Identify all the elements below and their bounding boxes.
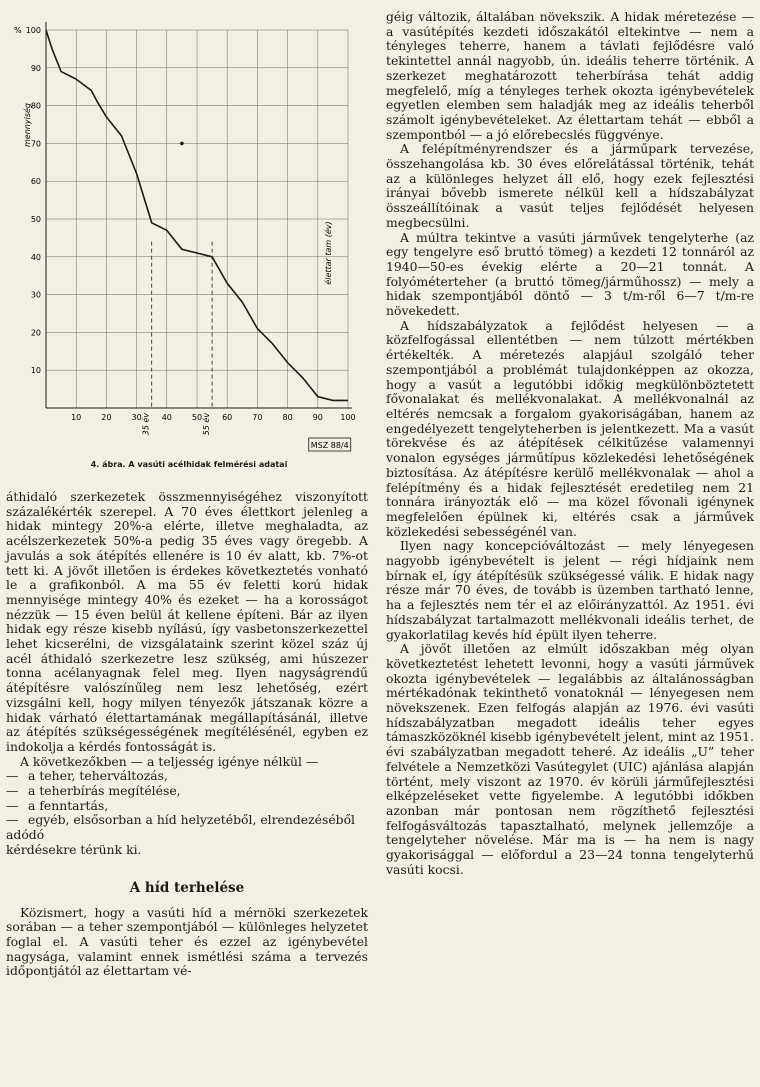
section-heading: A híd terhelése bbox=[129, 879, 245, 896]
right-paragraph-1: géig változik, általában növekszik. A hidak méretezése — a vasútépítés kezdeti időszakától eltekintve — nem a tényleges teherre, hanem a távlati fejlődésre való tekintettel annál nagyobb, ún. ideális teherre történik. A szerkezet meghatározott teherbírása tehát addig megfelelő, míg a tényleges terhek okozta igénybevételek egyetlen elemben sem haladják meg az ideális teherből számolt igénybevételeket. Az élettartam tehát — ebből a szempontból — a jó előrebecslés függvénye. bbox=[386, 9, 754, 142]
right-paragraph-6: A jövőt illetően az elmúlt időszakban még olyan következtetést lehetett levonni, hogy a vasúti járművek okozta igénybevételek — legalábbis az általánosságban mértékadónak tekinthető vonatoknál — lényegesen nem növekszenek. Ezen felfogás alapján az 1976. évi vasúti hídszabályzatban megadott ideális teher egyes támaszközöknél kisebb igénybevételt jelent, mint az 1951. évi szabályzatban megadott teheré. Az ideális „U” teher felvétele a Nemzetközi Vasútegylet (UIC) ajánlása alapján történt, mely viszont az 1970. év körüli járműfejlesztési elképzeléseket vette figyelembe. A legutóbbi időkben azonban már pontosan nem rögzíthető fejlesztési felfogásváltozás tapasztalható, melynek jellemzője a tengelyteher növelése. Már ma is — ha nem is nagy gyakorisággal — előfordul a 23—24 tonna tengelyterhű vasúti kocsi. bbox=[386, 641, 754, 877]
y-tick-label: 50 bbox=[30, 215, 41, 224]
x-axis-label: élettar tam (év) bbox=[323, 221, 333, 285]
y-tick-label: 60 bbox=[30, 177, 41, 187]
x-tick-label: 50 bbox=[191, 413, 203, 422]
list-dash: — bbox=[6, 797, 19, 813]
x-tick-label: 80 bbox=[282, 413, 293, 422]
figure-caption: 4. ábra. A vasúti acélhidak felmérési adatai bbox=[90, 460, 288, 469]
right-paragraph-2: A felépítményrendszer és a járműpark tervezése, összehangolása kb. 30 éves előrelátással történik, tehát az a különleges helyzet áll elő, hogy ezek fejlesztési irányai bővebb ismerete nélkül kell a hídszabályzat összeállítóinak a vasút teljes fejlődését helyesen megbecsülni. bbox=[386, 141, 754, 230]
list-dash: — bbox=[6, 768, 19, 784]
x-tick-label: 10 bbox=[71, 413, 82, 422]
annotation-label: 35 év bbox=[141, 412, 151, 436]
y-tick-label: 20 bbox=[30, 328, 41, 338]
list-dash: — bbox=[6, 812, 19, 828]
y-tick-label: 70 bbox=[30, 139, 41, 149]
topic-list bbox=[6, 769, 368, 843]
y-tick-label: 10 bbox=[30, 366, 41, 376]
x-tick-label: 30 bbox=[131, 413, 142, 422]
y-tick-label: 90 bbox=[30, 63, 41, 73]
y-axis-label: mennyiség bbox=[23, 103, 32, 147]
after-list-text: kérdésekre térünk ki. bbox=[6, 841, 142, 857]
y-tick-label: 80 bbox=[30, 101, 41, 111]
right-paragraph-3: A múltra tekintve a vasúti járművek tengelyterhe (az egy tengelyre eső bruttó tömeg) a kezdeti 12 tonnáról az 1940—50-es évekig elérte a 20—21 tonnát. A folyóméterteher (a bruttó tömeg/járműhossz) — mely a hidak szempontjából döntő — 3 t/m-ről 6—7 t/m-re növekedett. bbox=[386, 229, 754, 319]
x-tick-label: 20 bbox=[101, 413, 112, 422]
list-item: — a fenntartás, bbox=[6, 797, 109, 813]
y-tick-label: 30 bbox=[30, 290, 41, 300]
y-tick-label: 100 bbox=[25, 26, 41, 35]
x-tick-label: 60 bbox=[222, 413, 233, 422]
left-paragraph-2: Közismert, hogy a vasúti híd a mérnöki szerkezetek sorában — a teher szempontjából — különleges helyzetet foglal el. A vasúti teher és ezzel az igénybevétel nagysága, valamint ennek ismétlési száma a tervezés időpontjától az élettartam vé- bbox=[6, 904, 368, 979]
survey-chart bbox=[6, 0, 372, 485]
x-tick-label: 90 bbox=[312, 413, 323, 422]
right-paragraph-5: Ilyen nagy koncepcióváltozást — mely lényegesen nagyobb igénybevételt is jelent — régi hídjaink nem bírnak el, így átépítésük szükségessé válik. E hidak nagy része már 70 éves, de tovább is üzemben tartható lenne, ha a fejlesztés nem tér el az előirányzattól. Az 1951. évi hídszabályzat tartalmazott mellékvonali ideális terhet, de gyakorlatilag kevés híd épült ilyen teherre. bbox=[386, 538, 754, 642]
annotation-label: 55 év bbox=[202, 412, 212, 436]
left-text bbox=[6, 490, 368, 979]
list-item: — a teherbírás megítélése, bbox=[6, 783, 181, 799]
right-paragraph-4: A hídszabályzatok a fejlődést helyesen — a közfelfogással ellentétben — nem túlzott mértékben értékelték. A méretezés alapjául szolgáló teher szempontjából a problémát tulajdonképpen az okozza, hogy a vasút a legutóbbi időkig megkülönböztetett fővonalakat és mellékvonalakat. A mellékvonalnál az eltérés nemcsak a forgalom gyakoriságában, hanem az engedélyezett tengelyteherben is jelentkezett. Ma a vasút törekvése és az átépítések célkitűzése valamennyi vonalon egységes járműtípus közlekedési lehetőségének biztosítása. Az átépítésre kerülő mellékvonalak — ahol a felépítmény és a hidak fejlesztését eredetileg nem 21 tonnára irányozták elő — ma közel fővonali igénynek megfelelően épülnek ki, eltérés csak a járművek közlekedési sebességénél van. bbox=[386, 317, 754, 539]
list-item: — a teher, teherváltozás, bbox=[6, 768, 168, 784]
x-tick-label: 100 bbox=[340, 413, 356, 422]
x-tick-label: 40 bbox=[161, 413, 172, 422]
left-paragraph-1: áthidaló szerkezetek összmennyiségéhez viszonyított százalékérték szerepel. A 70 éves élettkort jelenleg a hidak mintegy 20%-a elérte, illetve meghaladta, az acélszerkezetek 50%-a pedig 35 éves vagy öregebb. A javulás a sok átépítés ellenére is 10 év alatt, kb. 7%-ot tett ki. A jövőt illetően is érdekes következtetés vonható le a grafikonból. A ma 55 év feletti korú hidak mennyisége mintegy 40% és ezeket — ha a korosságot nézzük — 15 éven belül át kellene építeni. Bár az ilyen hidak egy része kisebb nyílású, így vasbetonszerkezettel lehet kicserélni, de vizsgálataink szerint közel száz új acél áthidaló szerkezetre lesz szükség, ami húszezer tonna acélanyagnak felel meg. Ilyen nagyságrendű átépítésre valószínűleg nem lesz lehetőség, ezért vizsgálni kell, hogy milyen tényezők játszanak közre a hidak várható élettartamának megállapításánál, illetve az átépítés szükségességének megítélésénél, egyben ez indokolja a kérdés fontosságát is. bbox=[6, 489, 368, 754]
list-dash: — bbox=[6, 783, 19, 799]
x-tick-label: 70 bbox=[252, 413, 263, 422]
y-unit-label: % bbox=[14, 26, 22, 35]
list-item: — egyéb, elsősorban a híd helyzetéből, elrendezéséből adódó bbox=[6, 812, 356, 843]
dot-mark bbox=[180, 142, 184, 146]
right-column bbox=[386, 10, 754, 877]
stamp-label: MSZ 88/4 bbox=[310, 441, 349, 450]
list-intro: A következőkben — a teljesség igénye nélkül — bbox=[20, 753, 319, 769]
y-tick-label: 40 bbox=[30, 252, 41, 262]
